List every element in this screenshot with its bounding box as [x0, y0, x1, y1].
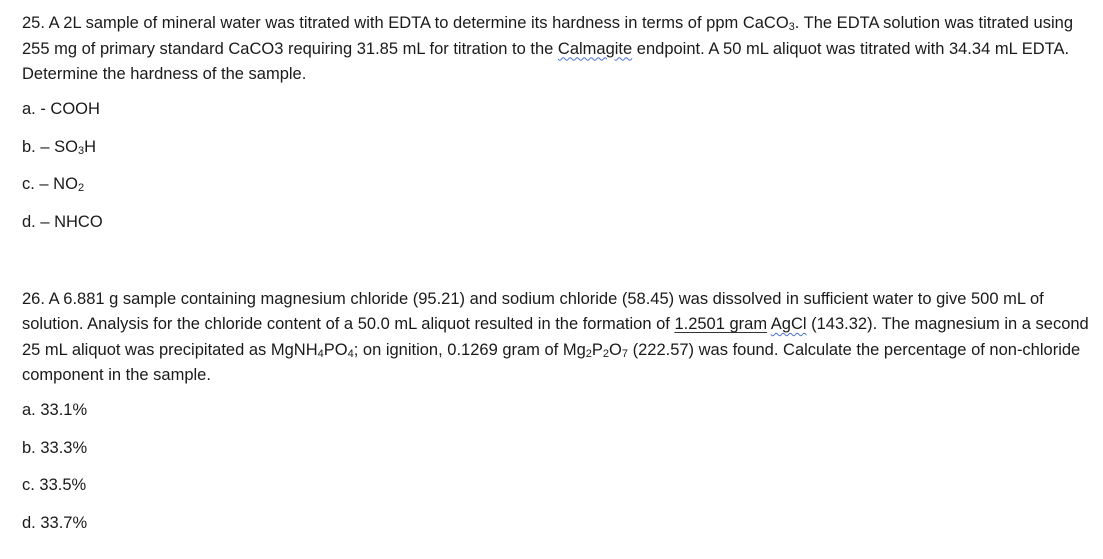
q26-underlined-mass: 1.2501 gram — [674, 315, 768, 333]
q26-sub-3: 2 — [585, 347, 592, 360]
q25-option-a: a. - COOH — [22, 99, 100, 118]
q25-option-b-sub: 3 — [77, 144, 85, 157]
document-body — [22, 11, 1100, 533]
q25-option-c — [22, 174, 1100, 194]
q25-text-2: . The EDTA solution was titrated using 255 mg of primary standard CaCO3 requiring 31.85 mL for titration to the — [22, 14, 1073, 58]
question-25 — [22, 11, 1100, 88]
q26-text-1: 26. A 6.881 g sample containing magnesium chloride (95.21) and sodium chloride (58.45) was dissolved in sufficient water to give 500 mL of solution. Analysis for the chloride content of a 50.0 mL aliquot resulted in the formation of — [22, 289, 1044, 333]
q26-option-b: b. 33.3% — [22, 438, 88, 457]
q26-text-2: (143.32). The magnesium in a second 25 mL aliquot was precipitated as MgNH — [22, 315, 1089, 359]
q25-option-c-text: c. – NO — [22, 174, 78, 193]
q26-text-3: PO — [323, 340, 348, 359]
spellcheck-word-calmagite[interactable]: Calmagite — [557, 39, 633, 58]
q26-sub-5: 7 — [621, 347, 629, 360]
q25-text-3: endpoint. A 50 mL aliquot was titrated with 34.34 mL EDTA. Determine the hardness of the sample. — [22, 39, 1070, 83]
spellcheck-word-agcl[interactable]: AgCl — [770, 315, 807, 333]
q25-option-d: d. – NHCO — [22, 212, 103, 231]
q26-option-d: d. 33.7% — [22, 513, 88, 532]
q26-option-c: c. 33.5% — [22, 475, 87, 494]
q26-text-4: ; on ignition, 0.1269 gram of Mg — [353, 340, 586, 359]
q25-option-b-text-2: H — [84, 137, 96, 156]
q26-option-a: a. 33.1% — [22, 400, 88, 419]
q26-text-6: O — [609, 340, 622, 359]
q26-text-7: (222.57) was found. Calculate the percentage of non-chloride component in the sample. — [22, 340, 1081, 384]
q26-sub-4: 2 — [602, 347, 610, 360]
q26-text-5: P — [591, 340, 603, 359]
q25-sub-1: 3 — [788, 21, 795, 33]
question-26 — [22, 287, 1100, 389]
q25-text-1: 25. A 2L sample of mineral water was titrated with EDTA to determine its hardness in terms of ppm CaCO — [22, 14, 789, 32]
q25-option-b-text: b. – SO — [22, 137, 78, 156]
q25-option-b — [22, 137, 1100, 157]
q26-sub-1: 4 — [317, 347, 324, 360]
q25-option-c-sub: 2 — [77, 181, 85, 194]
q26-sub-2: 4 — [347, 347, 354, 360]
